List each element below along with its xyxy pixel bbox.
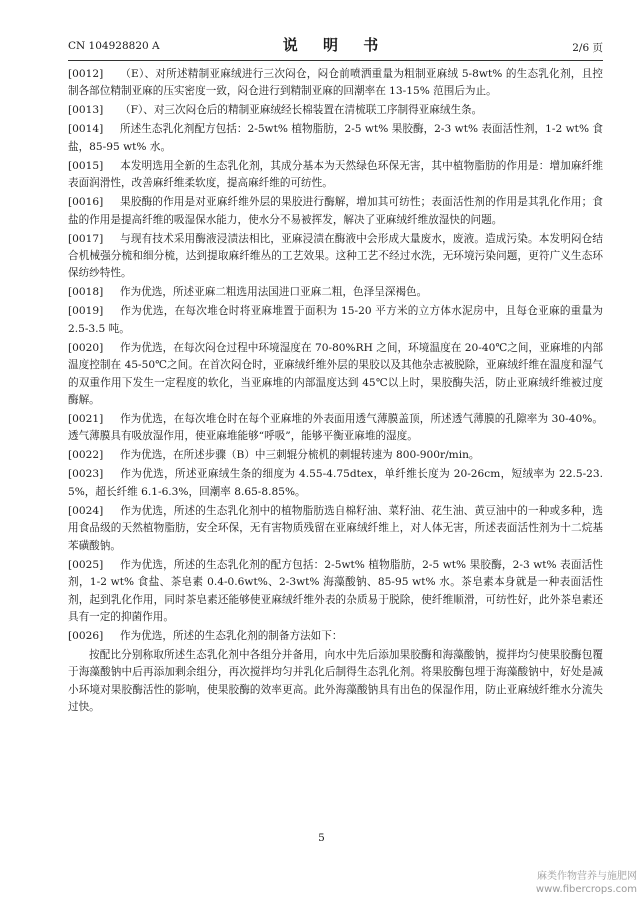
paragraph (68, 557, 603, 627)
paragraph-number: [0016] (68, 196, 104, 209)
paragraph-text: （E）、对所述精制亚麻绒进行三次闷仓，闷仓前喷洒重量为粗制亚麻绒 5-8wt% 的生态乳化剂，且控制各部位精制亚麻的压实密度一致，闷仓进行到精制亚麻的回潮率在 13-15% 范围后为止。 (68, 68, 603, 98)
paragraph-number: [0017] (68, 232, 104, 245)
patent-number: CN 104928820 A (68, 40, 160, 52)
header-divider (68, 60, 603, 61)
page-header (68, 34, 603, 60)
paragraph (68, 447, 603, 464)
paragraph (68, 411, 603, 446)
paragraph-text: 作为优选，在每次堆仓时将亚麻堆置于面积为 15-20 平方米的立方体水泥房中，且每仓亚麻的重量为 2.5-3.5 吨。 (68, 305, 603, 335)
paragraph-text: 作为优选，所述的生态乳化剂的制备方法如下： (120, 629, 343, 642)
paragraph-number: [0025] (68, 558, 104, 571)
paragraph-text: 果胶酶的作用是对亚麻纤维外层的果胶进行酶解，增加其可纺性；表面活性剂的作用是其乳化作用；食盐的作用是提高纤维的吸湿保水能力，使水分不易被挥发，解决了亚麻绒纤维放湿快的问题。 (68, 196, 603, 226)
paragraph (68, 303, 603, 338)
paragraph-text: 所述生态乳化剂配方包括：2-5wt% 植物脂肪，2-5 wt% 果胶酶，2-3 wt% 表面活性剂，1-2 wt% 食盐，85-95 wt% 水。 (68, 123, 603, 153)
page-number: 5 (318, 832, 325, 844)
paragraph (68, 628, 603, 645)
paragraph (68, 466, 603, 501)
paragraph-number: [0018] (68, 286, 104, 299)
paragraph-text: 作为优选，所述亚麻绒生条的细度为 4.55-4.75dtex，单纤维长度为 20-26cm，短绒率为 22.5-23.5%，超长纤维 6.1-6.3%，回潮率 8.65-8.85%。 (68, 468, 603, 498)
paragraph-number: [0013] (68, 104, 104, 117)
paragraph-text: 本发明选用全新的生态乳化剂，其成分基本为天然绿色环保无害，其中植物脂肪的作用是：增加麻纤维表面润滑性，改善麻纤维柔软度，提高麻纤维的可纺性。 (68, 159, 603, 190)
paragraph-text: 作为优选，在所述步骤（B）中三刺辊分梳机的刺辊转速为 800-900r/min。 (120, 449, 480, 462)
paragraph-number: [0021] (68, 413, 104, 426)
paragraph-number: [0023] (68, 468, 104, 481)
paragraph (68, 340, 603, 410)
paragraph (68, 66, 603, 101)
paragraph (68, 158, 603, 193)
paragraph-text: （F）、对三次闷仓后的精制亚麻绒经长棉装置在清梳联工序制得亚麻绒生条。 (120, 104, 483, 117)
paragraph-number: [0014] (68, 123, 104, 136)
document-title: 说 明 书 (282, 36, 389, 54)
paragraph-number: [0024] (68, 504, 104, 517)
document-body (68, 66, 603, 717)
paragraph-text: 作为优选，在每次堆仓时在每个亚麻堆的外表面用透气薄膜盖顶，所述透气薄膜的孔隙率为 30-40%。透气薄膜具有吸放湿作用，使亚麻堆能够“呼吸”，能够平衡亚麻堆的湿度。 (68, 413, 603, 443)
paragraph-text: 作为优选，所述的生态乳化剂中的植物脂肪选自棉籽油、菜籽油、花生油、黄豆油中的一种或多种，选用食品级的天然植物脂肪，安全环保，无有害物质残留在亚麻绒纤维上，对人体无害，所述表面活性剂为十二烷基苯磺酸钠。 (68, 504, 603, 552)
paragraph (68, 121, 603, 156)
paragraph (68, 284, 603, 301)
paragraph-text: 作为优选，在每次闷仓过程中环境湿度在 70-80%RH 之间，环境温度在 20-40℃之间，亚麻堆的内部温度控制在 45-50℃之间。在首次闷仓时，亚麻绒纤维外层的果胶以及其他杂志被脱除，亚麻绒纤维在温度和湿气的双重作用下发生一定程度的软化，当亚麻堆的内部温度达到 45℃以上时，果胶酶失活，防止亚麻绒纤维被过度酶解。 (68, 341, 603, 407)
paragraph (68, 231, 603, 283)
page-info: 2/6 页 (572, 42, 603, 54)
watermark-url: www.fibercrops.com (535, 884, 637, 895)
watermark-site-name: 麻类作物营养与施肥网 (537, 871, 637, 882)
paragraph-number: [0026] (68, 629, 104, 642)
paragraph (68, 503, 603, 555)
paragraph-number: [0012] (68, 68, 104, 80)
paragraph-text: 与现有技术采用酶液浸渍法相比，亚麻浸渍在酶液中会形成大量废水，废液。造成污染。本发明闷仓结合机械强分梳和细分梳，达到提取麻纤维丛的工艺效果。这种工艺不经过水洗，无环境污染问题，更符广义生态环保纺纱特性。 (68, 232, 603, 280)
paragraph (68, 194, 603, 229)
site-watermark (536, 870, 637, 896)
paragraph (68, 102, 603, 119)
paragraph-number: [0022] (68, 449, 104, 462)
body-paragraph: 按配比分别称取所述生态乳化剂中各组分并备用，向水中先后添加果胶酶和海藻酸钠，搅拌均匀使果胶酶包覆于海藻酸钠中后再添加剩余组分，再次搅拌均匀并乳化后制得生态乳化剂。将果胶酶包埋于海藻酸钠中，好处是减小环境对果胶酶活性的影响，使果胶酶的效率更高。此外海藻酸钠具有出色的保湿作用，防止亚麻绒纤维水分流失过快。 (68, 648, 603, 714)
paragraph-number: [0020] (68, 341, 104, 354)
paragraph-number: [0019] (68, 305, 104, 318)
paragraph-text: 作为优选，所述的生态乳化剂的配方包括：2-5wt% 植物脂肪，2-5 wt% 果胶酶，2-3 wt% 表面活性剂，1-2 wt% 食盐、茶皂素 0.4-0.6wt%、2-3wt% 海藻酸钠、85-95 wt% 水。茶皂素本身就是一种表面活性剂，起到乳化作用，同时茶皂素还能够使亚麻绒纤维外表的杂质易于脱除，使纤维顺滑，可纺性好，此外茶皂素还具有一定的抑菌作用。 (68, 558, 603, 623)
paragraph-number: [0015] (68, 159, 104, 172)
paragraph-text: 作为优选，所述亚麻二粗选用法国进口亚麻二粗，色泽呈深褐色。 (120, 286, 428, 299)
